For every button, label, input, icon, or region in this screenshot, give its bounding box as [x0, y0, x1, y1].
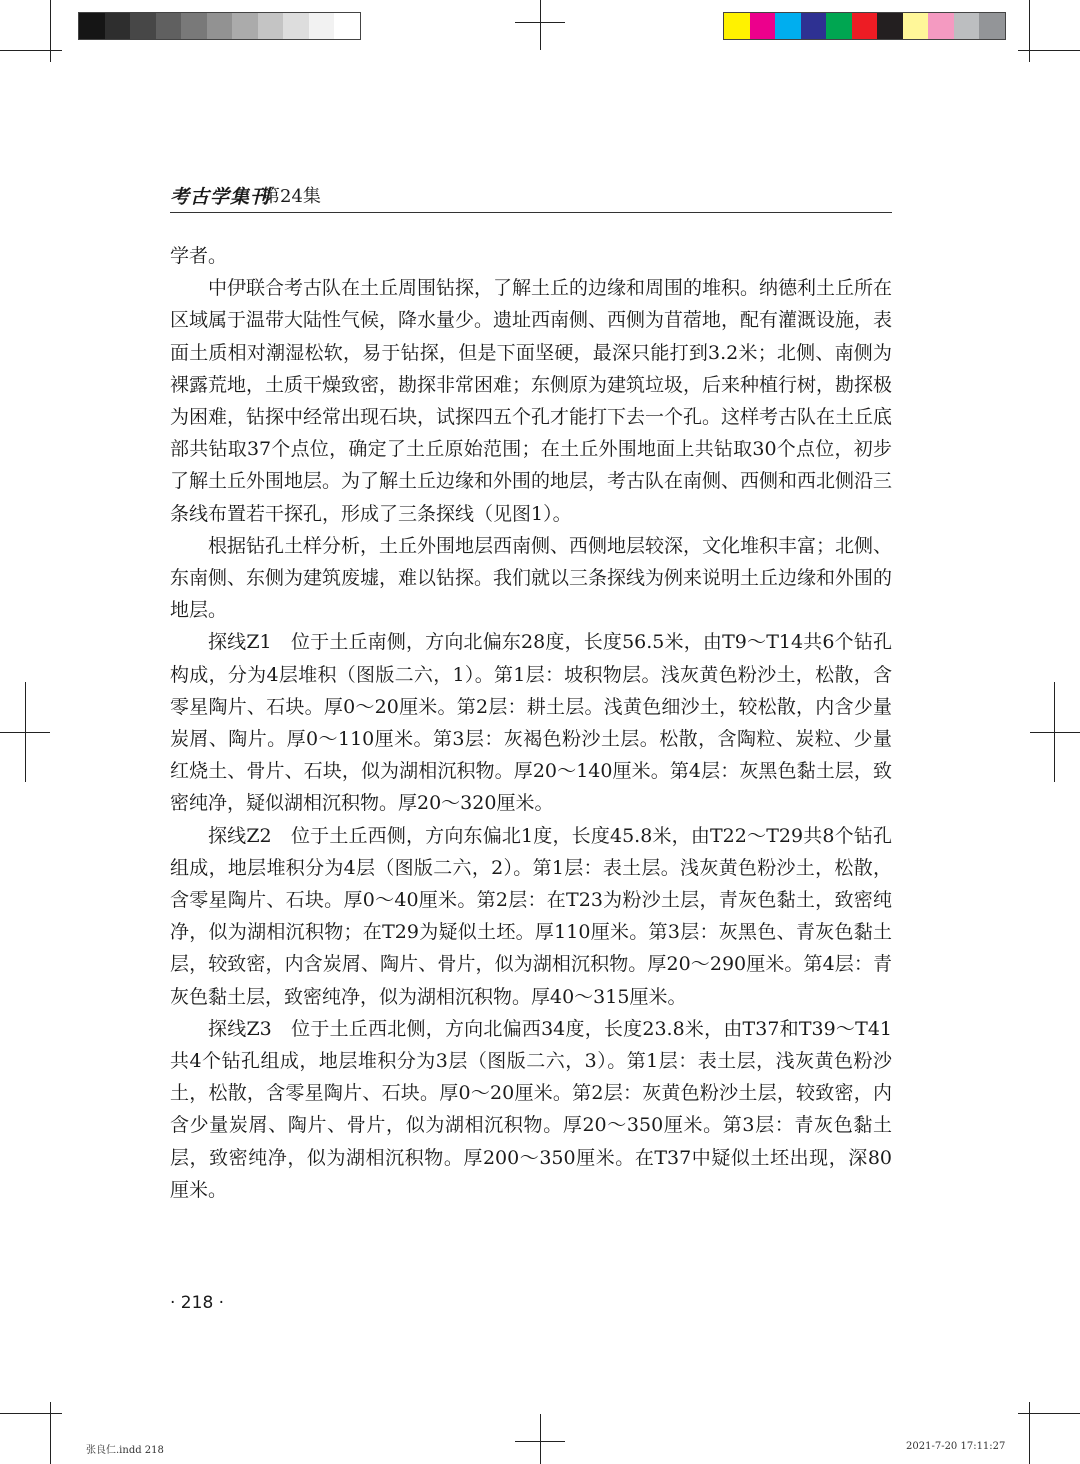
register-mark-right-h [1030, 732, 1080, 733]
crop-mark-bottom-left-v [50, 1402, 51, 1464]
slug-timestamp: 2021-7-20 17:11:27 [906, 1441, 1006, 1452]
calibration-swatch [283, 13, 309, 39]
paragraph: 中伊联合考古队在土丘周围钻探，了解土丘的边缘和周围的堆积。纳德利土丘所在区域属于温带大陆性气候，降水量少。遗址西南侧、西侧为苜蓿地，配有灌溉设施，表面土质相对潮湿松软，易于钻探，但是下面坚硬，最深只能打到3.2米；北侧、南侧为裸露荒地，土质干燥致密，勘探非常困难；东侧原为建筑垃圾，后来种植行树，勘探极为困难，钻探中经常出现石块，试探四五个孔才能打下去一个孔。这样考古队在土丘底部共钻取37个点位，确定了土丘原始范围；在土丘外围地面上共钻取30个点位，初步了解土丘外围地层。为了解土丘边缘和外围的地层，考古队在南侧、西侧和西北侧沿三条线布置若干探孔，形成了三条探线（见图1）。 [170, 277, 893, 525]
calibration-swatch [232, 13, 258, 39]
crop-mark-top-right-v [1029, 0, 1030, 62]
calibration-swatch [79, 13, 105, 39]
running-header [170, 180, 892, 213]
register-mark-left-h [0, 732, 50, 733]
calibration-swatch [309, 13, 335, 39]
register-mark-bottom-v [540, 1414, 541, 1464]
color-calibration-bar [723, 12, 1006, 40]
paragraph: 学者。 [170, 245, 228, 267]
register-mark-bottom-h [515, 1441, 565, 1442]
crop-mark-bottom-right-h [1018, 1413, 1080, 1414]
crop-mark-top-left-h [0, 50, 62, 51]
crop-mark-top-left-v [50, 0, 51, 62]
calibration-swatch [903, 13, 929, 39]
slug-file: 张良仁.indd 218 [86, 1445, 164, 1456]
calibration-swatch [979, 13, 1005, 39]
crop-mark-top-right-h [1018, 50, 1080, 51]
calibration-swatch [877, 13, 903, 39]
register-mark-top-v [540, 0, 541, 50]
calibration-swatch [775, 13, 801, 39]
calibration-swatch [954, 13, 980, 39]
crop-mark-bottom-left-h [0, 1413, 62, 1414]
calibration-swatch [801, 13, 827, 39]
volume-label: 第24集 [262, 186, 321, 207]
calibration-swatch [130, 13, 156, 39]
paragraph: 探线Z3 位于土丘西北侧，方向北偏西34度，长度23.8米，由T37和T39～T41共4个钻孔组成，地层堆积分为3层（图版二六，3）。第1层：表土层，浅灰黄色粉沙土，松散，含零星陶片、石块。厚0～20厘米。第2层：灰黄色粉沙土层，较致密，内含少量炭屑、陶片、骨片，似为湖相沉积物。厚20～350厘米。第3层：青灰色黏土层，致密纯净，似为湖相沉积物。厚200～350厘米。在T37中疑似土坯出现，深80厘米。 [170, 1017, 892, 1201]
calibration-swatch [826, 13, 852, 39]
paragraph: 探线Z1 位于土丘南侧，方向北偏东28度，长度56.5米，由T9～T14共6个钻孔构成，分为4层堆积（图版二六，1）。第1层：坡积物层。浅灰黄色粉沙土，松散，含零星陶片、石块。厚0～20厘米。第2层：耕土层。浅黄色细沙土，较松散，内含少量炭屑、陶片。厚0～110厘米。第3层：灰褐色粉沙土层。松散，含陶粒、炭粒、少量红烧土、骨片、石块，似为湖相沉积物。厚20～140厘米。第4层：灰黑色黏土层，致密纯净，疑似湖相沉积物。厚20～320厘米。 [170, 631, 892, 815]
paragraph: 根据钻孔土样分析，土丘外围地层西南侧、西侧地层较深，文化堆积丰富；北侧、东南侧、东侧为建筑废墟，难以钻探。我们就以三条探线为例来说明土丘边缘和外围的地层。 [170, 534, 893, 622]
journal-title: 考古学集刊 [170, 186, 271, 208]
register-mark-top-h [515, 22, 565, 23]
calibration-swatch [207, 13, 233, 39]
calibration-swatch [334, 13, 360, 39]
calibration-swatch [750, 13, 776, 39]
calibration-swatch [105, 13, 131, 39]
calibration-swatch [181, 13, 207, 39]
calibration-swatch [724, 13, 750, 39]
calibration-swatch [852, 13, 878, 39]
calibration-swatch [156, 13, 182, 39]
gray-calibration-bar [78, 12, 361, 40]
article-body [170, 240, 892, 1206]
calibration-swatch [258, 13, 284, 39]
calibration-swatch [928, 13, 954, 39]
crop-mark-bottom-right-v [1029, 1402, 1030, 1464]
paragraph: 探线Z2 位于土丘西侧，方向东偏北1度，长度45.8米，由T22～T29共8个钻孔组成，地层堆积分为4层（图版二六，2）。第1层：表土层。浅灰黄色粉沙土，松散，含零星陶片、石块。厚0～40厘米。第2层：在T23为粉沙土层，青灰色黏土，致密纯净，似为湖相沉积物；在T29为疑似土坯。厚110厘米。第3层：灰黑色、青灰色黏土层，较致密，内含炭屑、陶片、骨片，似为湖相沉积物。厚20～290厘米。第4层：青灰色黏土层，致密纯净，似为湖相沉积物。厚40～315厘米。 [170, 824, 892, 1008]
page-number: · 218 · [170, 1293, 225, 1313]
